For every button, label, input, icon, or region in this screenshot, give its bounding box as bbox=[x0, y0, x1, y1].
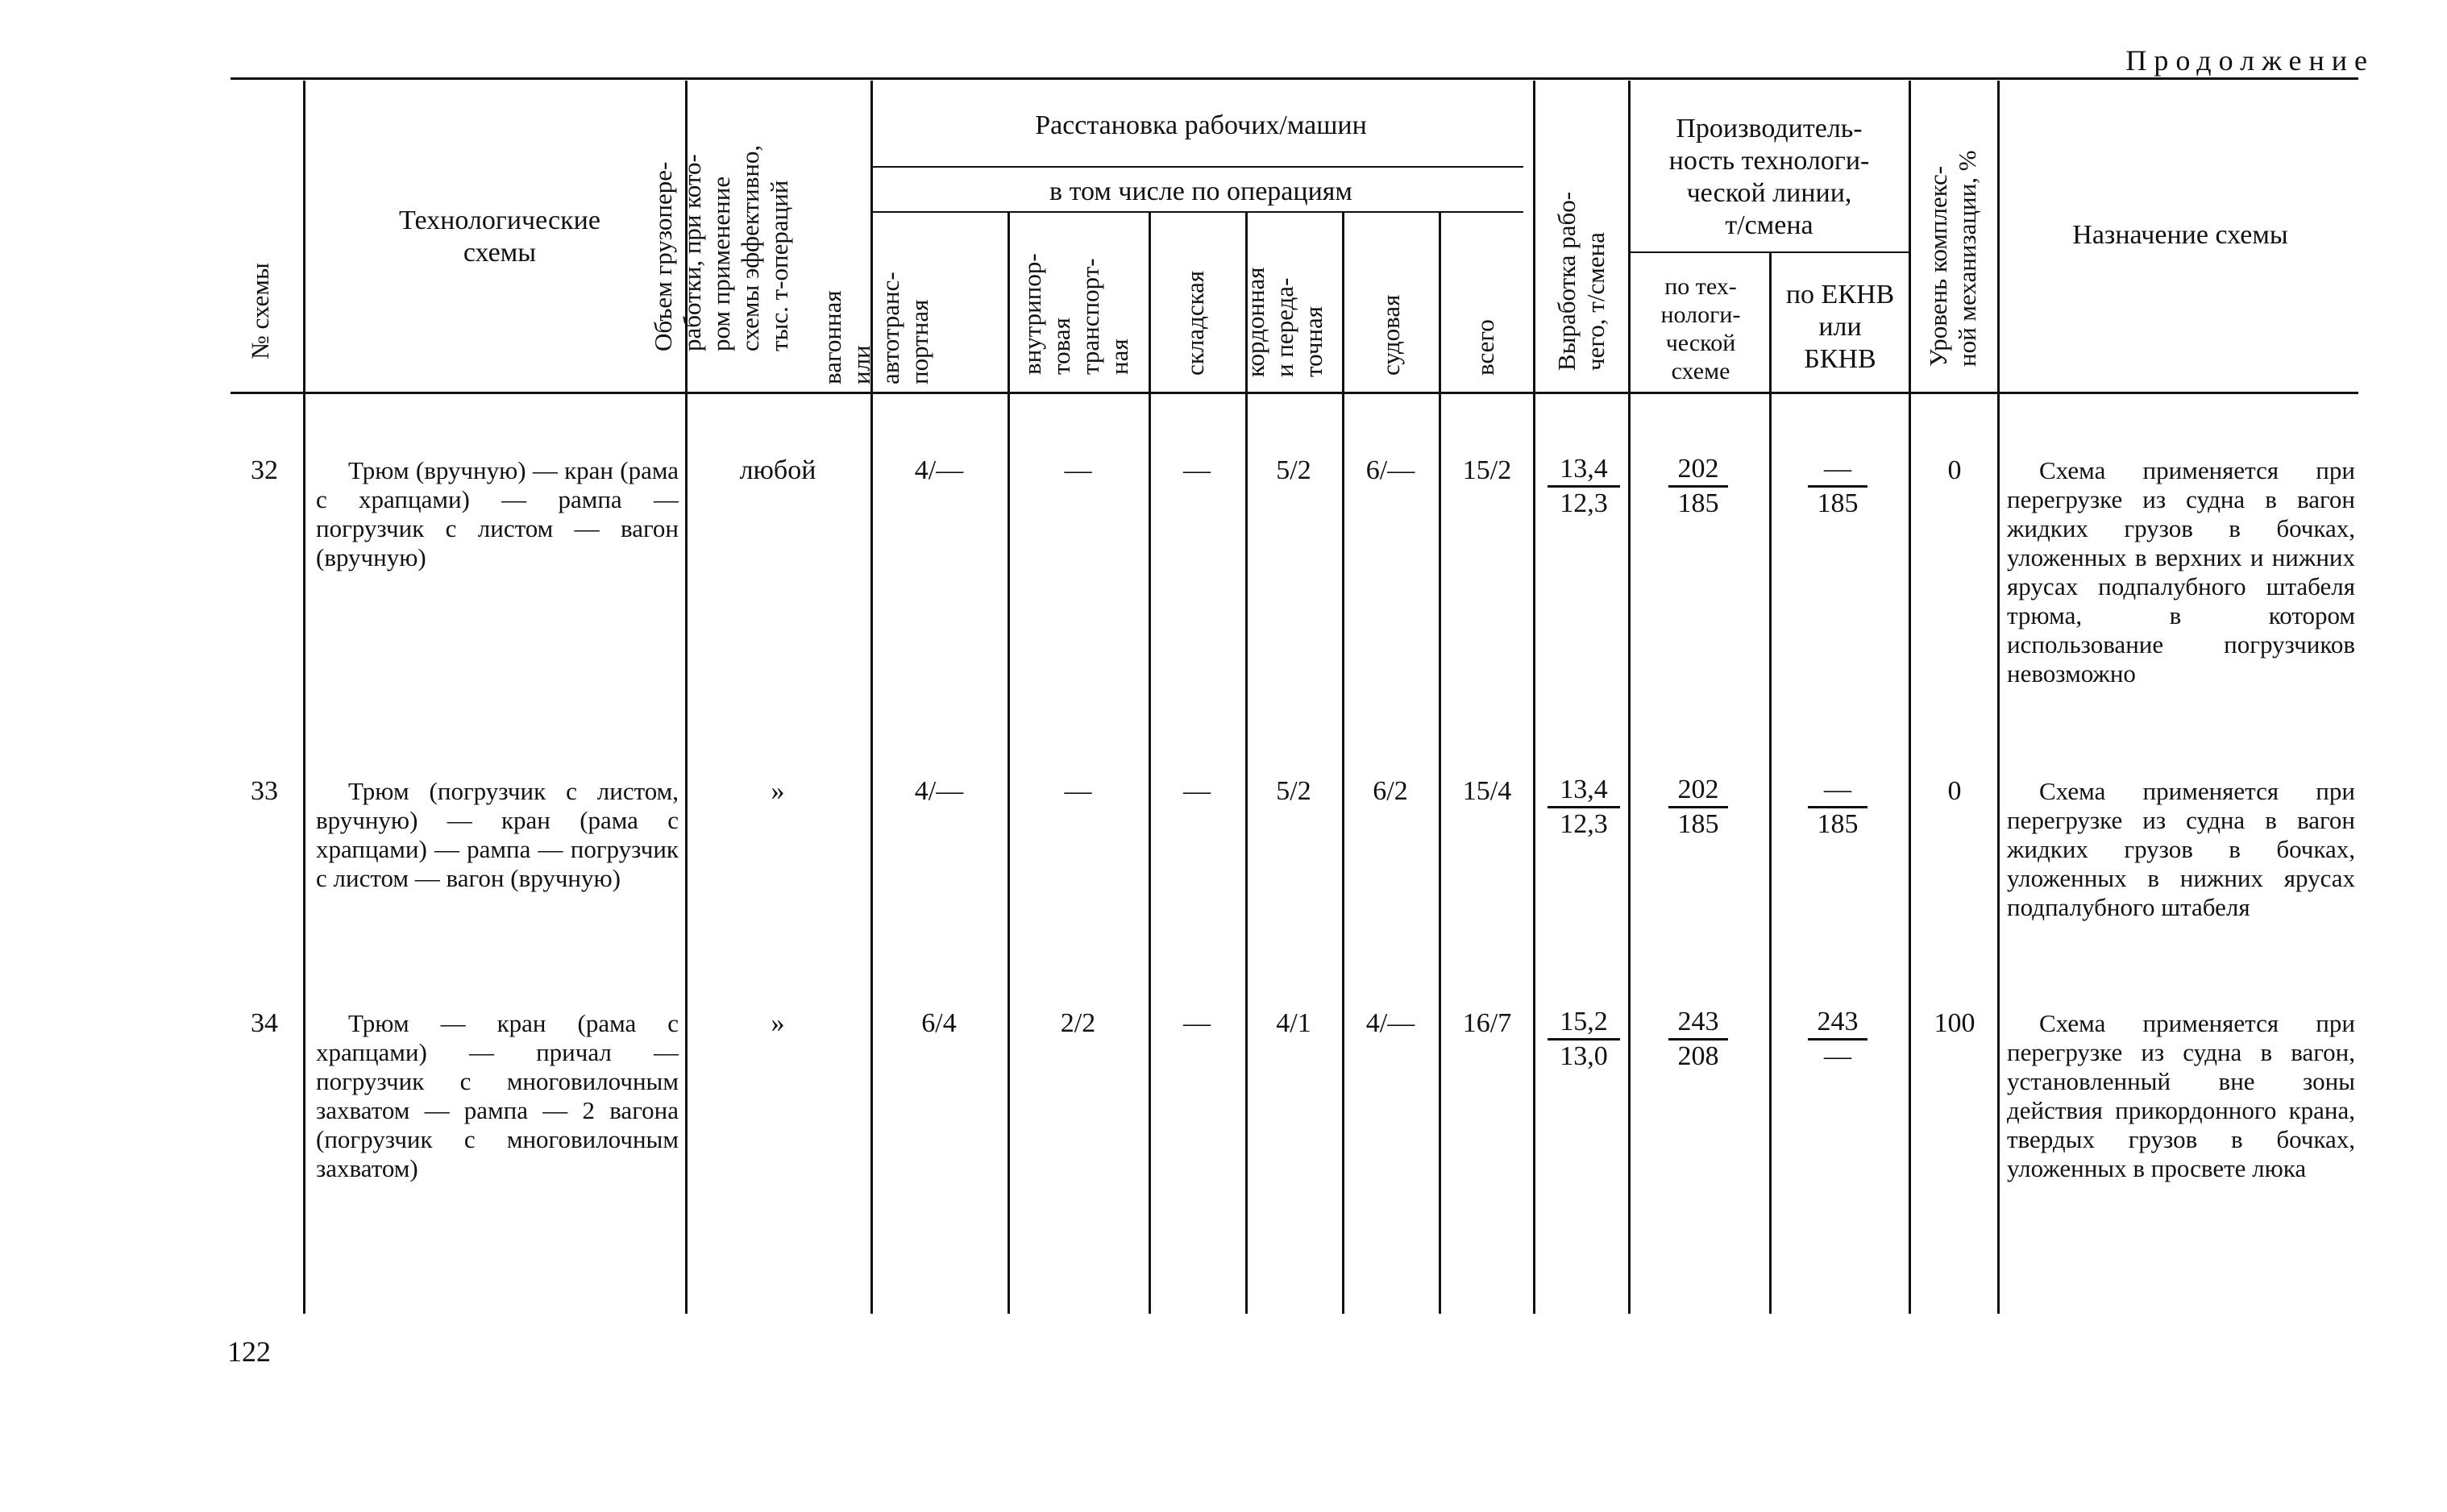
row-prod-ekn-bottom: — bbox=[1824, 1041, 1851, 1071]
row-prod-ekn-fraction bbox=[1808, 774, 1867, 841]
col-header-op-internal: внутрипор- товая транспорт- ная bbox=[1018, 253, 1133, 375]
row-prod-ekn-fraction bbox=[1808, 1006, 1867, 1073]
row-prod-tech-bottom: 185 bbox=[1677, 809, 1719, 839]
row-scheme-number: 34 bbox=[251, 1008, 278, 1038]
col-header-prod-tech: по тех- нологи- ческой схеме bbox=[1660, 273, 1741, 384]
row-volume: » bbox=[771, 1008, 785, 1038]
row-output-bottom: 12,3 bbox=[1560, 809, 1608, 839]
row-output-top: 13,4 bbox=[1548, 774, 1620, 808]
row-output-fraction bbox=[1548, 774, 1620, 841]
row-op-storage: — bbox=[1183, 1008, 1211, 1038]
col-rule bbox=[303, 81, 305, 1314]
page-number: 122 bbox=[227, 1335, 271, 1368]
col-header-op-ship: судовая bbox=[1377, 294, 1405, 376]
col-header-placement: Расстановка рабочих/машин bbox=[1035, 110, 1367, 140]
col-header-prod-ekn: по ЕКНВ или БКНВ bbox=[1785, 280, 1895, 374]
col-rule bbox=[1997, 81, 2000, 1314]
row-output-bottom: 12,3 bbox=[1560, 488, 1608, 518]
row-op-ship: 4/— bbox=[1365, 1008, 1415, 1038]
col-header-op-storage: складская bbox=[1181, 270, 1209, 376]
row-op-kordon: 5/2 bbox=[1276, 776, 1311, 806]
row-output-fraction bbox=[1548, 1006, 1620, 1073]
col-header-purpose: Назначение схемы bbox=[2072, 220, 2288, 250]
row-prod-ekn-top: — bbox=[1808, 453, 1867, 488]
row-purpose: Схема применяется при перегрузке из судна в вагон жидких грузов в бочках, уложенных в нижних ярусах подпалубного штабеля bbox=[2007, 777, 2355, 921]
header-bottom-rule bbox=[231, 392, 2358, 394]
row-op-kordon: 4/1 bbox=[1276, 1008, 1311, 1038]
col-rule bbox=[1628, 81, 1631, 1314]
row-prod-ekn-bottom: 185 bbox=[1817, 809, 1859, 839]
row-op-wagon: 4/— bbox=[914, 455, 964, 485]
row-prod-tech-top: 202 bbox=[1668, 774, 1728, 808]
col-rule bbox=[1149, 213, 1151, 1314]
row-mechanization: 100 bbox=[1934, 1008, 1975, 1038]
row-scheme-number: 33 bbox=[251, 776, 278, 806]
row-op-total: 15/2 bbox=[1462, 455, 1512, 485]
col-header-no: № схемы bbox=[246, 263, 274, 359]
col-rule bbox=[1342, 213, 1344, 1314]
row-prod-ekn-top: — bbox=[1808, 774, 1867, 808]
table-top-rule bbox=[231, 77, 2358, 80]
row-volume: » bbox=[771, 776, 785, 806]
col-rule bbox=[1909, 81, 1911, 1314]
row-op-kordon: 5/2 bbox=[1276, 455, 1311, 485]
row-op-internal: 2/2 bbox=[1060, 1008, 1096, 1038]
row-op-internal: — bbox=[1064, 776, 1092, 806]
col-header-volume: Объем грузопере- работки, при кото- ром применение схемы эффективно, тыс. т-операций bbox=[649, 144, 793, 351]
row-prod-tech-bottom: 208 bbox=[1677, 1041, 1719, 1071]
ops-sub-rule bbox=[872, 211, 1523, 213]
row-prod-tech-fraction bbox=[1668, 453, 1728, 520]
row-output-top: 13,4 bbox=[1548, 453, 1620, 488]
row-op-wagon: 6/4 bbox=[921, 1008, 957, 1038]
col-header-schemes: Технологические схемы bbox=[399, 206, 600, 268]
col-header-by-operations: в том числе по операциям bbox=[1049, 177, 1352, 206]
row-scheme-text: Трюм — кран (рама с храпцами) — причал — погрузчик с многовилочным захватом — рампа — 2 вагона (погрузчик с многовилочным захватом) bbox=[316, 1009, 679, 1182]
row-op-internal: — bbox=[1064, 455, 1092, 485]
row-purpose: Схема применяется при перегрузке из судна в вагон жидких грузов в бочках, уложенных в верхних и нижних ярусах подпалубного штабеля трюма, в котором использование погрузчиков невозможно bbox=[2007, 456, 2355, 687]
row-op-ship: 6/2 bbox=[1373, 776, 1408, 806]
row-op-ship: 6/— bbox=[1365, 455, 1415, 485]
row-mechanization: 0 bbox=[1947, 776, 1962, 806]
col-header-op-kordon: кордонная и переда- точная bbox=[1241, 267, 1327, 377]
row-prod-ekn-fraction bbox=[1808, 453, 1867, 520]
row-prod-tech-fraction bbox=[1668, 1006, 1728, 1073]
col-header-mechanization: Уровень комплекс- ной механизации, % bbox=[1924, 150, 1981, 367]
row-prod-ekn-bottom: 185 bbox=[1817, 488, 1859, 518]
row-op-total: 16/7 bbox=[1462, 1008, 1512, 1038]
col-header-productivity: Производитель- ность технологи- ческой линии, т/смена bbox=[1668, 114, 1870, 240]
row-scheme-text: Трюм (вручную) — кран (рама с храпцами) — рампа — погрузчик с листом — вагон (вручную) bbox=[316, 456, 679, 571]
row-scheme-number: 32 bbox=[251, 455, 278, 485]
col-header-op-wagon: вагонная или автотранс- портная bbox=[818, 272, 933, 384]
row-volume: любой bbox=[739, 455, 816, 485]
col-rule bbox=[1245, 213, 1248, 1314]
col-rule bbox=[1533, 81, 1535, 1314]
row-output-bottom: 13,0 bbox=[1560, 1041, 1608, 1071]
row-output-top: 15,2 bbox=[1548, 1006, 1620, 1041]
row-mechanization: 0 bbox=[1947, 455, 1962, 485]
row-op-wagon: 4/— bbox=[914, 776, 964, 806]
col-rule bbox=[1007, 213, 1010, 1314]
col-header-op-total: всего bbox=[1471, 319, 1499, 376]
productivity-sub-rule bbox=[1628, 251, 1909, 253]
continuation-label: Продолжение bbox=[2125, 44, 2374, 77]
row-prod-tech-bottom: 185 bbox=[1677, 488, 1719, 518]
placement-sub-rule bbox=[872, 166, 1523, 168]
row-prod-tech-top: 243 bbox=[1668, 1006, 1728, 1041]
row-purpose: Схема применяется при перегрузке из судна в вагон, установленный вне зоны действия прикордонного крана, твердых грузов в бочках, уложенных в просвете люка bbox=[2007, 1009, 2355, 1182]
row-prod-ekn-top: 243 bbox=[1808, 1006, 1867, 1041]
row-prod-tech-fraction bbox=[1668, 774, 1728, 841]
row-op-storage: — bbox=[1183, 776, 1211, 806]
col-rule bbox=[1439, 213, 1441, 1314]
row-output-fraction bbox=[1548, 453, 1620, 520]
row-prod-tech-top: 202 bbox=[1668, 453, 1728, 488]
col-header-output: Выработка рабо- чего, т/смена bbox=[1552, 191, 1610, 371]
row-op-storage: — bbox=[1183, 455, 1211, 485]
col-rule bbox=[1769, 251, 1772, 1314]
row-scheme-text: Трюм (погрузчик с листом, вручную) — кран (рама с храпцами) — рампа — погрузчик с листом — вагон (вручную) bbox=[316, 777, 679, 892]
row-op-total: 15/4 bbox=[1462, 776, 1512, 806]
